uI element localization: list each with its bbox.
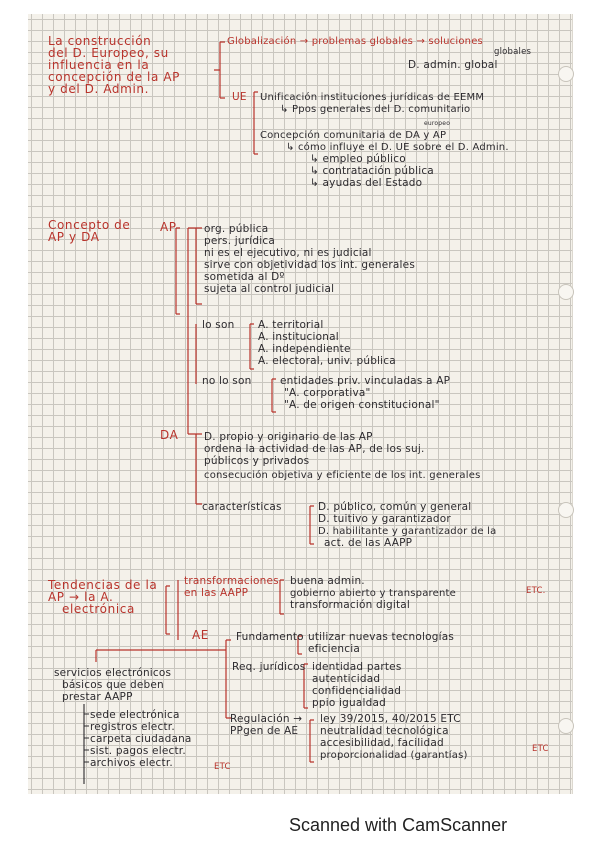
list-item: "A. de origen constitucional" — [284, 399, 440, 411]
note-text: ↳ cómo influye el D. UE sobre el D. Admin. — [286, 142, 509, 153]
note-text: ↳ contratación pública — [310, 165, 434, 177]
list-item: A. independiente — [258, 343, 351, 355]
note-label: prestar AAPP — [62, 691, 133, 703]
list-item: ordena la actividad de las AP, de los suj. — [204, 443, 425, 455]
list-item: identidad partes — [312, 661, 402, 673]
note-text: ETC. — [526, 586, 546, 596]
note-label: Req. jurídicos — [232, 661, 306, 673]
list-item: "A. corporativa" — [284, 387, 371, 399]
list-item: org. pública — [204, 223, 269, 235]
list-item: buena admin. — [290, 575, 365, 587]
note-text: ETC — [214, 762, 231, 772]
note-text: ↳ ayudas del Estado — [310, 177, 423, 189]
list-item: utilizar nuevas tecnologías — [308, 631, 455, 643]
note-text: Concepción comunitaria de DA y AP — [260, 130, 447, 141]
section-title-line: AP y DA — [48, 230, 100, 244]
note-label: Regulación → — [230, 713, 303, 725]
note-label: básicos que deben — [62, 679, 164, 691]
note-text: D. admin. global — [408, 59, 498, 71]
section-title-line: influencia en la — [48, 58, 150, 72]
list-item: ppio igualdad — [312, 697, 386, 709]
list-item: sede electrónica — [90, 709, 180, 721]
note-label: AE — [192, 628, 209, 642]
list-item: consecución objetiva y eficiente de los int. generales — [204, 470, 481, 481]
list-item: eficiencia — [308, 643, 361, 655]
list-item: sist. pagos electr. — [90, 745, 186, 757]
notebook-page — [28, 14, 573, 794]
list-item: entidades priv. vinculadas a AP — [280, 375, 451, 387]
list-item: ni es el ejecutivo, ni es judicial — [204, 247, 372, 259]
note-label: DA — [160, 428, 179, 442]
note-label: lo son — [202, 319, 235, 331]
section-title-line: AP → la A. — [48, 590, 114, 604]
list-item: registros electr. — [90, 721, 175, 733]
list-item: ley 39/2015, 40/2015 ETC — [320, 713, 461, 725]
section-title-line: Tendencias de la — [48, 578, 158, 592]
note-superscript: europeo — [424, 120, 451, 127]
list-item: act. de las AAPP — [324, 537, 413, 549]
list-item: A. territorial — [258, 319, 324, 331]
note-label: PPgen de AE — [230, 725, 299, 737]
list-item: proporcionalidad (garantías) — [320, 750, 468, 761]
note-label: transformaciones — [184, 575, 279, 587]
note-label: servicios electrónicos — [54, 667, 172, 679]
list-item: A. institucional — [258, 331, 339, 343]
scanner-watermark: Scanned with CamScanner — [289, 815, 508, 835]
note-label: características — [202, 501, 282, 513]
note-label: en las AAPP — [184, 587, 249, 599]
list-item: pers. jurídica — [204, 235, 275, 247]
list-item: públicos y privados — [204, 455, 310, 467]
section-title-line: del D. Europeo, su — [48, 46, 169, 60]
note-text: ↳ empleo público — [310, 153, 406, 165]
list-item: archivos electr. — [90, 757, 173, 769]
list-item: gobierno abierto y transparente — [290, 588, 456, 599]
section-title-line: concepción de la AP — [48, 70, 180, 84]
note-text: globales — [494, 47, 532, 57]
section-title-line: La construcción — [48, 34, 152, 48]
note-label: Fundamento — [236, 631, 304, 643]
note-text: Unificación instituciones jurídicas de EEMM — [260, 92, 485, 103]
section-title-line: electrónica — [62, 602, 135, 616]
section-title-line: Concepto de — [48, 218, 131, 232]
note-text: ETC — [532, 744, 549, 754]
list-item: carpeta ciudadana — [90, 733, 192, 745]
list-item: sometida al Dº — [204, 271, 285, 283]
note-text: ↳ Ppos generales del D. comunitario — [280, 104, 471, 115]
list-item: D. público, común y general — [318, 501, 472, 513]
list-item: sirve con objetividad los int. generales — [204, 259, 415, 271]
list-item: D. tuitivo y garantizador — [318, 513, 451, 525]
list-item: D. habilitante y garantizador de la — [318, 526, 497, 537]
list-item: confidencialidad — [312, 685, 402, 697]
note-label: no lo son — [202, 375, 252, 387]
section-title-line: y del D. Admin. — [48, 82, 149, 96]
list-item: A. electoral, univ. pública — [258, 355, 396, 367]
list-item: autenticidad — [312, 673, 381, 685]
list-item: D. propio y originario de las AP — [204, 431, 373, 443]
list-item: transformación digital — [290, 599, 411, 611]
note-text: Globalización → problemas globales → soluciones — [227, 36, 483, 47]
list-item: sujeta al control judicial — [204, 283, 335, 295]
note-label: AP — [160, 220, 177, 234]
list-item: neutralidad tecnológica — [320, 725, 449, 737]
list-item: accesibilidad, facilidad — [320, 737, 444, 749]
note-label: UE — [232, 91, 247, 103]
